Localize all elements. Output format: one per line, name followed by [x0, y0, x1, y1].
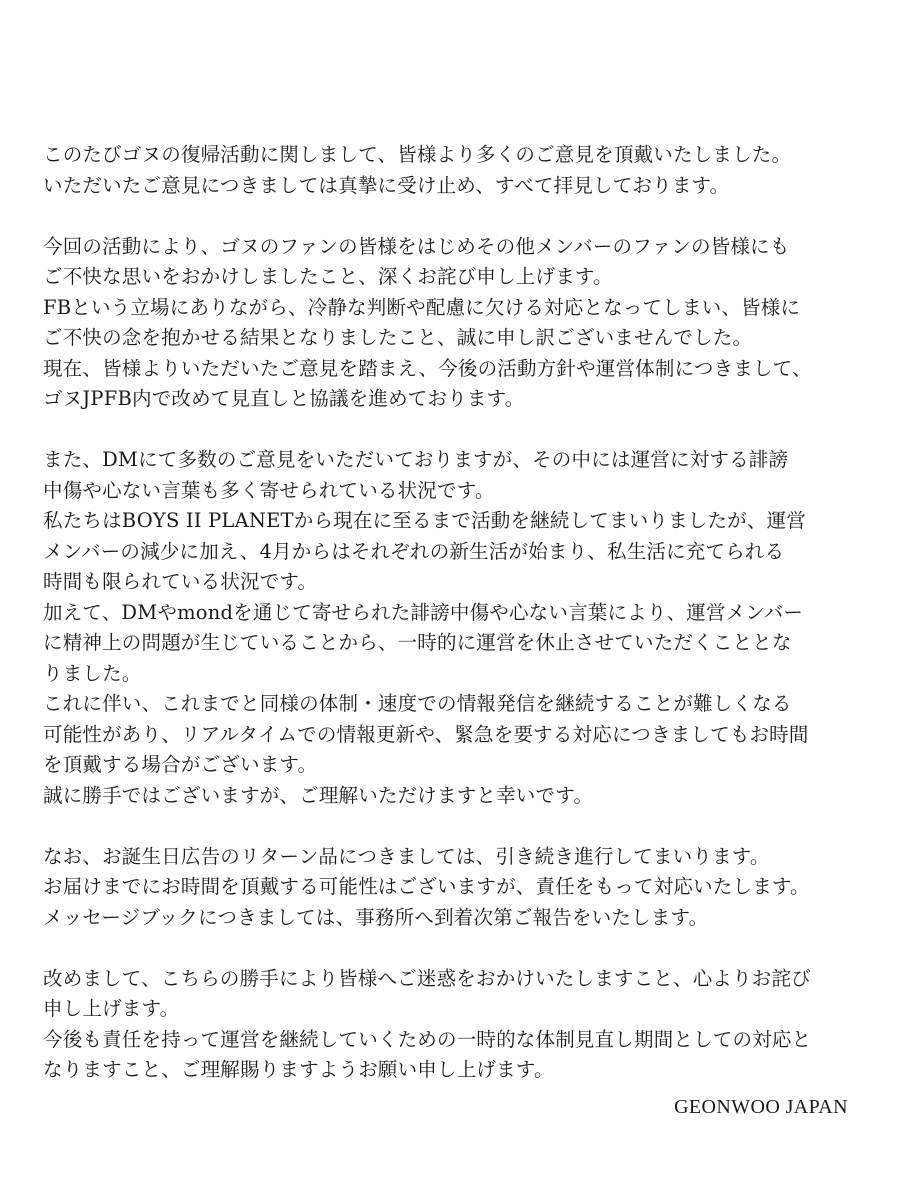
text-line: なりますこと、ご理解賜りますようお願い申し上げます。	[43, 1058, 554, 1081]
text-line: ご不快な思いをおかけしましたこと、深くお詫び申し上げます。	[43, 265, 613, 288]
paragraph-closing	[43, 964, 873, 1086]
text-line: FBという立場にありながら、冷静な判断や配慮に欠ける対応となってしまい、皆様に	[43, 295, 801, 319]
text-line: いただいたご意見につきましては真摯に受け止め、すべて拝見しております。	[43, 173, 730, 197]
text-line: 中傷や心ない言葉も多く寄せられている状況です。	[43, 478, 495, 502]
text-line: ご不快の念を抱かせる結果となりましたこと、誠に申し訳ございませんでした。	[43, 326, 753, 349]
text-line: を頂戴する場合がございます。	[43, 753, 318, 776]
paragraph-operation-pause	[43, 445, 873, 811]
text-line: りました。	[43, 661, 142, 685]
text-line: メンバーの減少に加え、4月からはそれぞれの新生活が始まり、私生活に充てられる	[43, 539, 785, 563]
text-line: なお、お誕生日広告のリターン品につきましては、引き続き進行してまいります。	[43, 844, 770, 868]
text-line: 加えて、DMやmondを通じて寄せられた誹謗中傷や心ない言葉により、運営メンバー	[43, 600, 804, 624]
text-line: 時間も限られている状況です。	[43, 570, 318, 593]
text-line: 申し上げます。	[43, 997, 180, 1020]
text-line: お届けまでにお時間を頂戴する可能性はございますが、責任をもって対応いたします。	[43, 875, 810, 898]
text-line: 私たちはBOYS II PLANETから現在に至るまで活動を継続してまいりましたが、運営	[43, 509, 806, 532]
paragraph-apology	[43, 232, 873, 415]
text-line: また、DMにて多数のご意見をいただいておりますが、その中には運営に対する誹謗	[43, 448, 789, 471]
paragraph-opinions-received	[43, 140, 873, 201]
text-line: 誠に勝手ではございますが、ご理解いただけますと幸いです。	[43, 783, 594, 807]
text-line: 改めまして、こちらの勝手により皆様へご迷惑をおかけいたしますこと、心よりお詫び	[43, 966, 811, 990]
text-line: このたびゴヌの復帰活動に関しまして、皆様より多くのご意見を頂戴いたしました。	[43, 143, 792, 166]
text-line: 現在、皆様よりいただいたご意見を踏まえ、今後の活動方針や運営体制につきまして、	[43, 356, 812, 380]
paragraph-birthday-ad-returns	[43, 842, 873, 934]
text-line: 今後も責任を持って運営を継続していくための一時的な体制見直し期間としての対応と	[43, 1027, 812, 1051]
text-line: ゴヌJPFB内で改めて見直しと協議を進めております。	[43, 387, 525, 410]
text-line: に精神上の問題が生じていることから、一時的に運営を休止させていただくこととな	[43, 631, 792, 654]
text-line: メッセージブックにつきましては、事務所へ到着次第ご報告をいたします。	[43, 905, 709, 929]
signature: GEONWOO JAPAN	[674, 1096, 848, 1118]
text-line: 今回の活動により、ゴヌのファンの皆様をはじめその他メンバーのファンの皆様にも	[43, 234, 790, 258]
notice-body	[43, 140, 873, 1116]
text-line: これに伴い、これまでと同様の体制・速度での情報発信を継続することが難しくなる	[43, 692, 792, 715]
text-line: 可能性があり、リアルタイムでの情報更新や、緊急を要する対応につきましてもお時間	[43, 722, 809, 746]
